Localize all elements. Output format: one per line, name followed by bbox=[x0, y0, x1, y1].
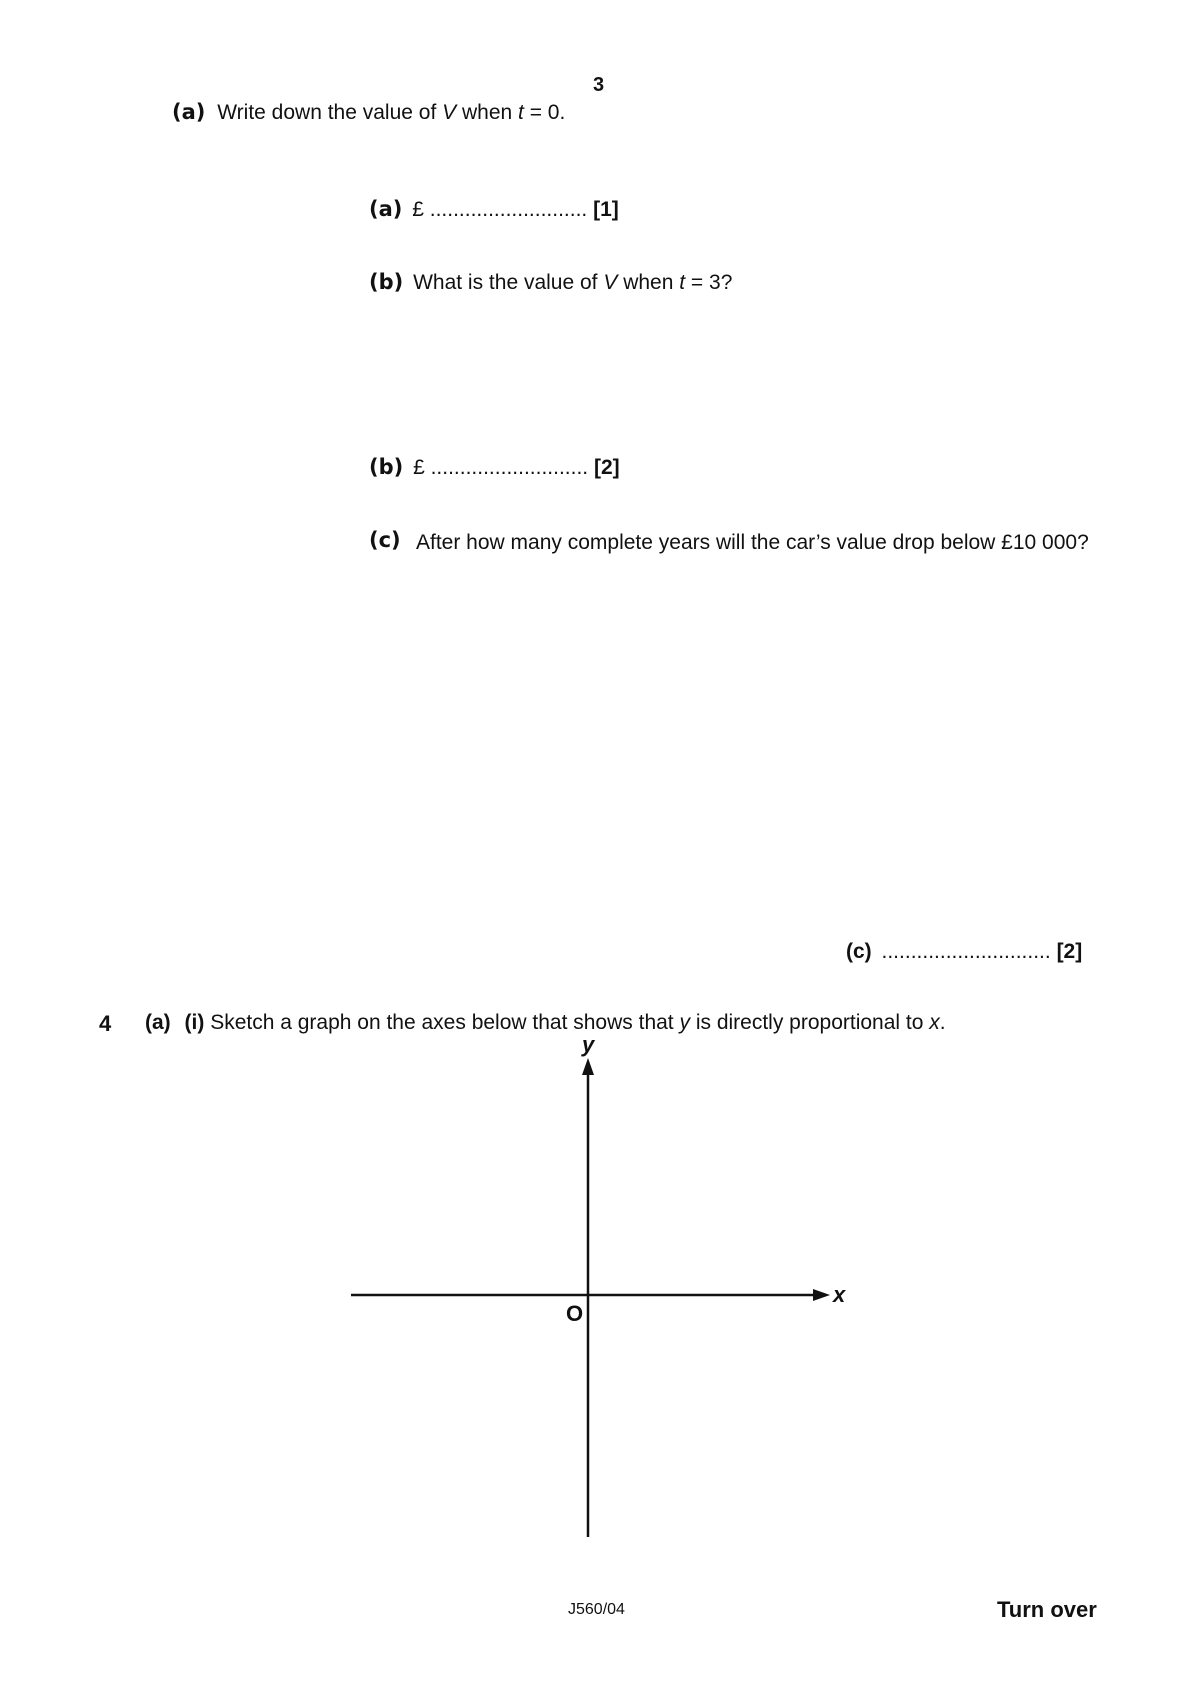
q3a-marks: [1] bbox=[593, 198, 619, 221]
q3a-label: (a) bbox=[172, 100, 206, 124]
q3a-text-1: Write down the value of bbox=[217, 101, 443, 124]
q4-number: 4 bbox=[99, 1011, 112, 1036]
q3b-answer-line[interactable]: £ ........................... bbox=[413, 456, 589, 479]
q3c-marks: [2] bbox=[1056, 940, 1083, 963]
q3a-answer-label: (a) bbox=[369, 197, 403, 221]
q3a-text-2: when bbox=[456, 101, 519, 124]
x-axis-label: x bbox=[833, 1282, 846, 1307]
y-axis-arrowhead bbox=[582, 1058, 594, 1075]
q4ai-text-3: . bbox=[939, 1011, 946, 1034]
q3b-var-t: t bbox=[679, 271, 686, 294]
q3b-text-1: What is the value of bbox=[413, 271, 604, 294]
q3b-marks: [2] bbox=[593, 456, 620, 479]
q4ai-text-2: is directly proportional to bbox=[689, 1011, 930, 1034]
q3a-var-v: V bbox=[442, 101, 457, 124]
q3a-answer-line[interactable]: £ ........................... bbox=[412, 198, 588, 221]
q3c-answer-label: (c) bbox=[846, 940, 872, 963]
q3c-answer-line[interactable]: ............................. bbox=[881, 940, 1051, 963]
q3a-text-3: = 0. bbox=[523, 101, 566, 124]
q3b-label: (b) bbox=[369, 270, 404, 294]
q4a-label: (a) bbox=[145, 1011, 171, 1034]
q4ai-var-x: x bbox=[929, 1011, 940, 1034]
q3b-var-v: V bbox=[603, 271, 618, 294]
q3b-text-2: when bbox=[617, 271, 680, 294]
y-axis-label: y bbox=[582, 1032, 595, 1057]
q4ai-var-y: y bbox=[679, 1011, 690, 1034]
x-axis-arrowhead bbox=[813, 1289, 830, 1301]
q3b-answer-label: (b) bbox=[369, 455, 404, 479]
q4ai-label: (i) bbox=[184, 1011, 205, 1034]
origin-label: O bbox=[566, 1301, 584, 1326]
footer-code: J560/04 bbox=[568, 1601, 625, 1618]
q4ai-text-1: Sketch a graph on the axes below that shows that bbox=[210, 1011, 680, 1034]
q3c-label: (c) bbox=[369, 528, 401, 552]
q3b-text-3: = 3? bbox=[685, 271, 733, 294]
page-number: 3 bbox=[593, 74, 605, 96]
q3a-var-t: t bbox=[518, 101, 524, 124]
q3c-text: After how many complete years will the car’s value drop below £10 000? bbox=[416, 531, 1089, 554]
turn-over: Turn over bbox=[997, 1597, 1097, 1622]
